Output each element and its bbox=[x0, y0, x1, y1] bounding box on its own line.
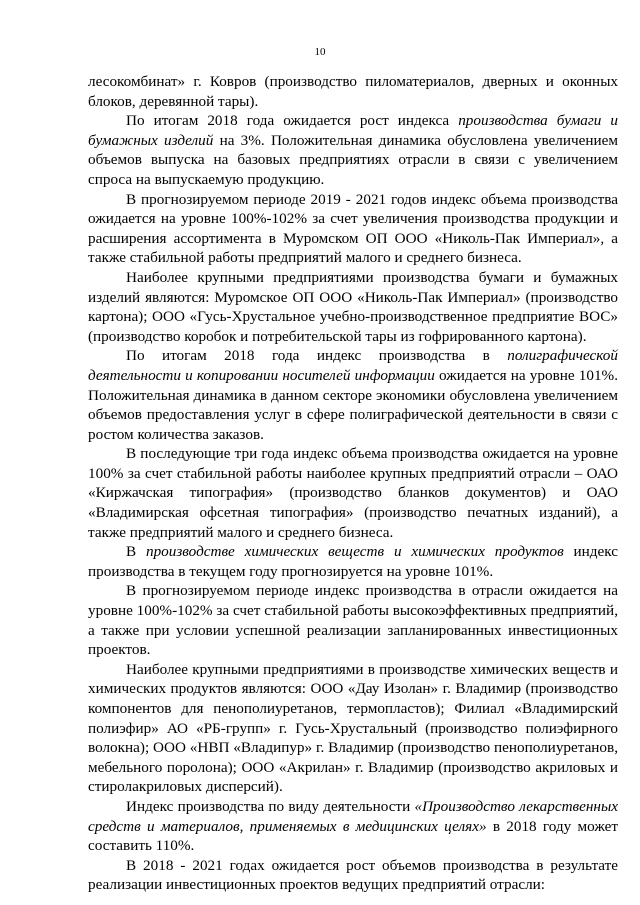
paragraph bbox=[88, 268, 618, 346]
body-text bbox=[88, 72, 618, 895]
paragraph bbox=[88, 72, 618, 111]
paragraph bbox=[88, 797, 618, 856]
text-run: В прогнозируемом периоде 2019 - 2021 годов индекс объема производства ожидается на уровне 100%-102% за счет увеличения производства продукции и расширения ассортимента в Муромском ОП ООО «Николь-Пак Империал», а также стабильной работы предприятий малого и среднего бизнеса. bbox=[88, 190, 618, 267]
paragraph bbox=[88, 581, 618, 659]
text-run: в 2018 году может составить 110%. bbox=[88, 817, 618, 855]
text-run: индекс производства в текущем году прогнозируется на уровне 101%. bbox=[88, 543, 618, 580]
page-number: 10 bbox=[314, 46, 326, 58]
text-run: По итогам 2018 года ожидается рост индекса bbox=[126, 112, 459, 130]
italic-text: «Производство лекарственных средств и материалов, применяемых в медицинских целях» bbox=[88, 797, 618, 835]
paragraph bbox=[88, 444, 618, 542]
text-run: В bbox=[126, 543, 146, 561]
paragraph bbox=[88, 346, 618, 444]
text-run: ожидается на уровне 101%. Положительная динамика в данном секторе экономики обусловлена увеличением объемов предоставления услуг в сфере полиграфической деятельности в связи с ростом количества заказов. bbox=[88, 366, 618, 443]
text-run: лесокомбинат» г. Ковров (производство пиломатериалов, дверных и оконных блоков, деревянной тары). bbox=[88, 73, 618, 110]
paragraph bbox=[88, 190, 618, 268]
paragraph bbox=[88, 111, 618, 189]
text-run: В прогнозируемом периоде индекс производства в отрасли ожидается на уровне 100%-102% за счет стабильной работы высокоэффективных предприятий, а также при условии успешной реализации запланированных инвестиционных проектов. bbox=[88, 582, 618, 659]
text-run: Индекс производства по виду деятельности bbox=[126, 797, 415, 815]
text-run: По итогам 2018 года индекс производства в bbox=[126, 347, 508, 365]
text-run: В последующие три года индекс объема производства ожидается на уровне 100% за счет стабильной работы наиболее крупных предприятий отрасли – ОАО «Киржачская типография» (производство бланков документов) и ОАО «Владимирская офсетная типография» (производство печатных изданий), а также предприятий малого и среднего бизнеса. bbox=[88, 445, 618, 541]
text-run: В 2018 - 2021 годах ожидается рост объемов производства в результате реализации инвестиционных проектов ведущих предприятий отрасли: bbox=[88, 856, 618, 894]
italic-text: производстве химических веществ и химических продуктов bbox=[145, 543, 564, 561]
paragraph bbox=[88, 856, 618, 895]
paragraph bbox=[88, 660, 618, 797]
text-run: Наиболее крупными предприятиями в производстве химических веществ и химических продуктов являются: ООО «Дау Изолан» г. Владимир (производство компонентов для пенополиуретанов, термопластов); Филиал «Владимирский полиэфир» АО «РБ-групп» г. Гусь-Хрустальный (производство полиэфирного волокна); ООО «НВП «Владипур» г. Владимир (производство пенополиуретанов, мебельного поролона); ООО «Акрилан» г. Владимир (производство акриловых и стиролакриловых дисперсий). bbox=[88, 660, 618, 796]
paragraph bbox=[88, 542, 618, 581]
text-run: на 3%. Положительная динамика обусловлена увеличением объемов выпуска на базовых предприятиях отрасли в связи с увеличением спроса на выпускаемую продукцию. bbox=[88, 131, 618, 188]
italic-text: производства бумаги и бумажных изделий bbox=[88, 112, 618, 149]
text-run: Наиболее крупными предприятиями производства бумаги и бумажных изделий являются: Муромское ОП ООО «Николь-Пак Империал» (производство картона); ООО «Гусь-Хрустальное учебно-производственное предприятие ВОС» (производство коробок и потребительской тары из гофрированного картона). bbox=[88, 268, 618, 345]
italic-text: полиграфической деятельности и копировании носителей информации bbox=[88, 347, 618, 384]
